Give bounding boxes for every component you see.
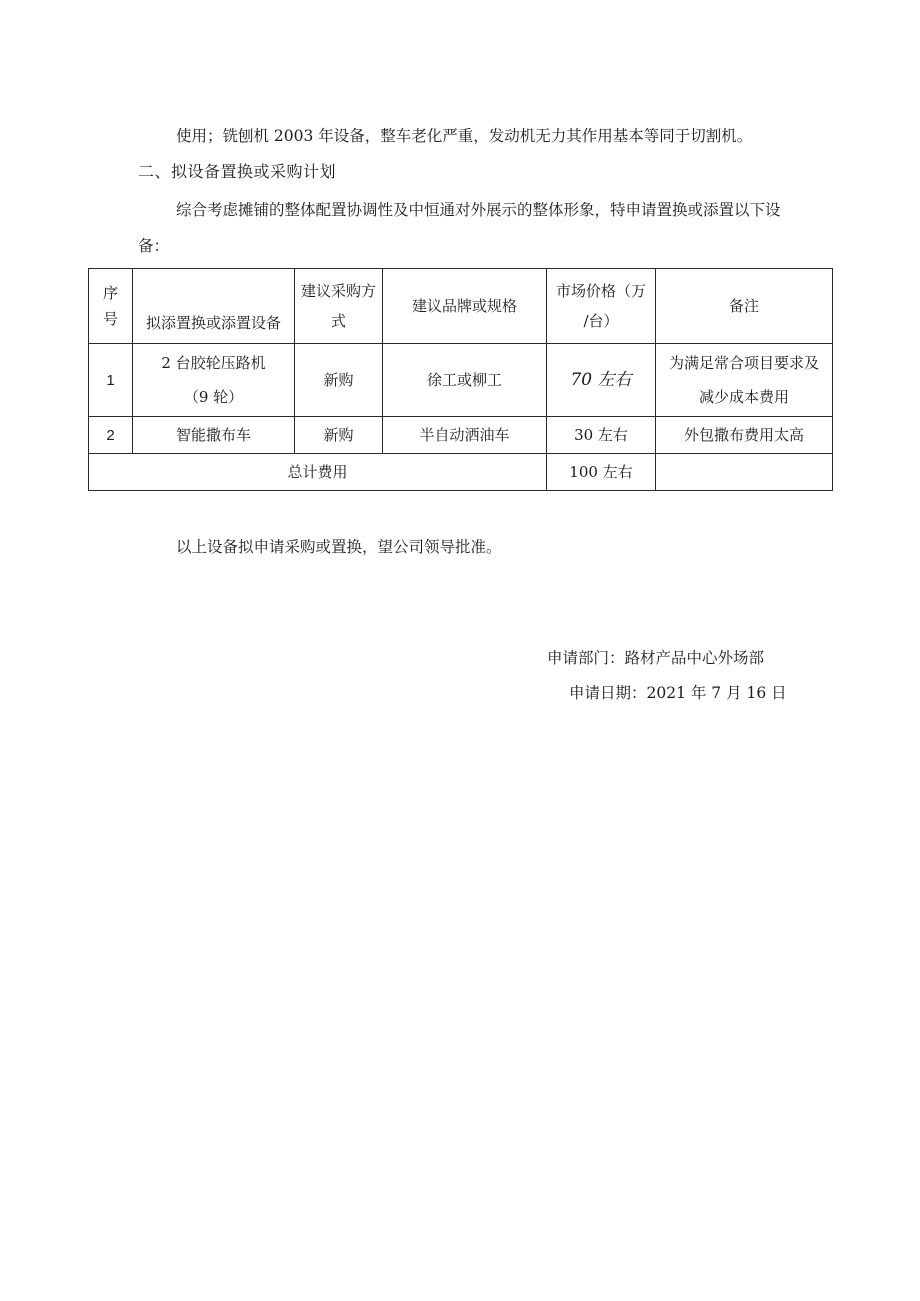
row2-remark-value: 外包撒布费用太高 [683,426,804,444]
row1-price-value: 70 左右 [570,370,632,390]
paragraph-usage: 使用；铣刨机 2003 年设备，整车老化严重，发动机无力其作用基本等同于切割机。 [176,127,753,145]
row1-seq [89,344,133,417]
row2-brand-value: 半自动洒油车 [419,426,510,444]
total-remark-cell [656,454,833,491]
row2-method [295,417,383,454]
row2-price [547,417,656,454]
paragraph-intro-line1: 综合考虑摊铺的整体配置协调性及中恒通对外展示的整体形象，特申请置换或添置以下设 [176,201,781,219]
signature-date: 申请日期：2021 年 7 月 16 日 [569,684,787,702]
row2-equipment [133,417,295,454]
header-method-line1: 建议采购方 [300,282,376,300]
header-method-line2: 式 [330,312,346,330]
row1-price [547,344,656,417]
header-equipment-label: 拟添置换或添置设备 [145,314,281,332]
paragraph-closing: 以上设备拟申请采购或置换，望公司领导批准。 [176,538,502,556]
row2-method-value: 新购 [323,426,354,444]
signature-department: 申请部门：路材产品中心外场部 [547,649,765,667]
header-seq-line1: 序 [102,284,118,302]
table-row [89,344,833,417]
row1-remark-line2: 减少成本费用 [698,388,789,406]
header-equipment [133,269,295,344]
row1-remark-line1: 为满足常合项目要求及 [668,354,819,372]
header-remark [656,269,833,344]
header-price [547,269,656,344]
total-label-cell [89,454,547,491]
header-seq-line2: 号 [102,310,118,328]
row2-price-value: 30 左右 [574,426,628,444]
row1-brand-value: 徐工或柳工 [426,371,502,389]
row1-brand [383,344,547,417]
section-heading: 二、拟设备置换或采购计划 [138,162,337,181]
table-header-row [89,269,833,344]
row1-equipment [133,344,295,417]
header-seq [89,269,133,344]
table-row [89,417,833,454]
row2-brand [383,417,547,454]
paragraph-intro-line2: 备： [138,237,170,255]
row1-method-value: 新购 [323,371,354,389]
header-brand [383,269,547,344]
row1-method [295,344,383,417]
header-method [295,269,383,344]
total-price: 100 左右 [569,463,633,481]
header-remark-label: 备注 [728,297,759,315]
row2-seq [89,417,133,454]
total-price-cell [547,454,656,491]
row2-equipment-value: 智能撒布车 [175,426,251,444]
row2-remark [656,417,833,454]
row1-equipment-line2: （9 轮） [183,388,244,406]
table-total-row [89,454,833,491]
row1-remark [656,344,833,417]
row2-seq-value: 2 [106,426,115,444]
total-label: 总计费用 [287,463,348,481]
header-price-line1: 市场价格（万 [555,282,646,300]
row1-equipment-line1: 2 台胶轮压路机 [161,354,266,372]
header-price-line2: /台） [583,312,619,330]
row1-seq-value: 1 [106,371,115,389]
header-brand-label: 建议品牌或规格 [411,297,517,315]
equipment-table [88,268,833,491]
